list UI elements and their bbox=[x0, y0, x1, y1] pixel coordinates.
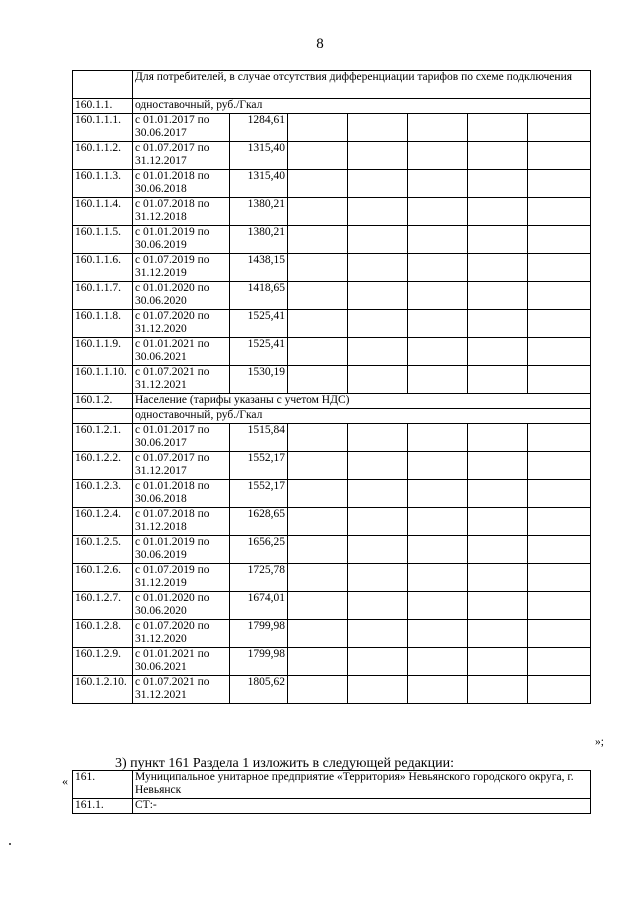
table-row bbox=[73, 424, 591, 452]
empty-cell bbox=[348, 620, 408, 648]
empty-cell bbox=[408, 366, 468, 394]
empty-cell bbox=[528, 142, 591, 170]
header-text: Для потребителей, в случае отсутствия дифференциации тарифов по схеме подключения bbox=[133, 71, 591, 99]
table-row bbox=[73, 170, 591, 198]
empty-cell bbox=[528, 114, 591, 142]
empty-cell bbox=[348, 198, 408, 226]
table-row bbox=[73, 620, 591, 648]
empty-cell bbox=[408, 452, 468, 480]
empty-cell bbox=[468, 198, 528, 226]
subgroup-row bbox=[73, 409, 591, 424]
empty-cell bbox=[468, 282, 528, 310]
empty-cell bbox=[528, 254, 591, 282]
empty-cell bbox=[528, 424, 591, 452]
empty-cell bbox=[528, 310, 591, 338]
empty-cell bbox=[348, 226, 408, 254]
empty-cell bbox=[288, 170, 348, 198]
row-number: 160.1.2.6. bbox=[73, 564, 133, 592]
empty-cell bbox=[288, 676, 348, 704]
empty-cell bbox=[288, 648, 348, 676]
row-value: 1525,41 bbox=[230, 310, 288, 338]
empty-cell bbox=[468, 338, 528, 366]
empty-cell bbox=[528, 170, 591, 198]
row-period: с 01.07.2020 по 31.12.2020 bbox=[133, 620, 230, 648]
opening-quote-mark: « bbox=[62, 774, 68, 788]
row-period: с 01.07.2021 по 31.12.2021 bbox=[133, 366, 230, 394]
empty-cell bbox=[408, 480, 468, 508]
empty-cell bbox=[468, 676, 528, 704]
empty-cell bbox=[348, 564, 408, 592]
empty-cell bbox=[468, 366, 528, 394]
row-number: 160.1.1.10. bbox=[73, 366, 133, 394]
empty-cell bbox=[528, 198, 591, 226]
row-number: 160.1.1.2. bbox=[73, 142, 133, 170]
row-value: 1552,17 bbox=[230, 452, 288, 480]
empty-cell bbox=[288, 452, 348, 480]
empty-cell bbox=[528, 592, 591, 620]
empty-cell bbox=[288, 114, 348, 142]
empty-cell bbox=[528, 508, 591, 536]
empty-cell bbox=[408, 254, 468, 282]
row-number: 160.1.1.8. bbox=[73, 310, 133, 338]
empty-cell bbox=[468, 170, 528, 198]
empty-cell bbox=[408, 676, 468, 704]
row-value: 1530,19 bbox=[230, 366, 288, 394]
row-value: 1284,61 bbox=[230, 114, 288, 142]
row-period: с 01.07.2017 по 31.12.2017 bbox=[133, 452, 230, 480]
table-row bbox=[73, 592, 591, 620]
row-value: 1418,65 bbox=[230, 282, 288, 310]
empty-cell bbox=[288, 592, 348, 620]
row-number: 160.1.2.7. bbox=[73, 592, 133, 620]
row-number: 160.1.2.2. bbox=[73, 452, 133, 480]
row-number bbox=[73, 409, 133, 424]
empty-cell bbox=[348, 452, 408, 480]
row-period: с 01.01.2018 по 30.06.2018 bbox=[133, 480, 230, 508]
paragraph-3: 3) пункт 161 Раздела 1 изложить в следующей редакции: bbox=[115, 756, 454, 771]
empty-cell bbox=[528, 282, 591, 310]
table-row bbox=[73, 226, 591, 254]
row-number: 160.1.1.5. bbox=[73, 226, 133, 254]
empty-cell bbox=[408, 198, 468, 226]
empty-cell bbox=[348, 536, 408, 564]
empty-cell bbox=[528, 648, 591, 676]
row-label: одноставочный, руб./Гкал bbox=[133, 99, 591, 114]
row-number: 160.1.2.1. bbox=[73, 424, 133, 452]
empty-cell bbox=[408, 508, 468, 536]
empty-cell bbox=[348, 338, 408, 366]
empty-cell bbox=[348, 282, 408, 310]
empty-cell bbox=[288, 310, 348, 338]
table-row bbox=[73, 536, 591, 564]
row-label: Население (тарифы указаны с учетом НДС) bbox=[133, 394, 591, 409]
table-row bbox=[73, 282, 591, 310]
table-row bbox=[73, 310, 591, 338]
row-value: 1805,62 bbox=[230, 676, 288, 704]
item-161-table bbox=[72, 770, 591, 814]
empty-cell bbox=[288, 480, 348, 508]
table-row bbox=[73, 142, 591, 170]
row-value: 1315,40 bbox=[230, 170, 288, 198]
row-value: 1674,01 bbox=[230, 592, 288, 620]
row-number: 160.1.1.6. bbox=[73, 254, 133, 282]
table-row bbox=[73, 508, 591, 536]
empty-cell bbox=[408, 648, 468, 676]
row-value: 1725,78 bbox=[230, 564, 288, 592]
empty-cell bbox=[348, 170, 408, 198]
empty-cell bbox=[408, 592, 468, 620]
empty-cell bbox=[348, 424, 408, 452]
empty-cell bbox=[528, 564, 591, 592]
row-value: 1525,41 bbox=[230, 338, 288, 366]
row-value: 1628,65 bbox=[230, 508, 288, 536]
empty-cell bbox=[348, 480, 408, 508]
empty-cell bbox=[408, 536, 468, 564]
row-number: 161.1. bbox=[73, 799, 133, 814]
row-number: 160.1.1. bbox=[73, 99, 133, 114]
row-number: 160.1.2.10. bbox=[73, 676, 133, 704]
empty-cell bbox=[288, 282, 348, 310]
row-value: 1552,17 bbox=[230, 480, 288, 508]
empty-cell bbox=[468, 620, 528, 648]
row-period: с 01.07.2019 по 31.12.2019 bbox=[133, 254, 230, 282]
row-number bbox=[73, 71, 133, 99]
empty-cell bbox=[288, 620, 348, 648]
row-number: 161. bbox=[73, 771, 133, 799]
row-value: 1799,98 bbox=[230, 648, 288, 676]
empty-cell bbox=[408, 114, 468, 142]
empty-cell bbox=[468, 480, 528, 508]
empty-cell bbox=[408, 142, 468, 170]
row-period: с 01.01.2020 по 30.06.2020 bbox=[133, 282, 230, 310]
empty-cell bbox=[468, 310, 528, 338]
row-period: с 01.07.2020 по 31.12.2020 bbox=[133, 310, 230, 338]
empty-cell bbox=[408, 170, 468, 198]
row-number: 160.1.2.9. bbox=[73, 648, 133, 676]
empty-cell bbox=[468, 142, 528, 170]
row-value: 1799,98 bbox=[230, 620, 288, 648]
row-period: с 01.01.2017 по 30.06.2017 bbox=[133, 114, 230, 142]
row-number: 160.1.1.3. bbox=[73, 170, 133, 198]
empty-cell bbox=[408, 310, 468, 338]
table-row bbox=[73, 452, 591, 480]
empty-cell bbox=[348, 648, 408, 676]
empty-cell bbox=[528, 620, 591, 648]
group-row bbox=[73, 99, 591, 114]
row-period: с 01.01.2019 по 30.06.2019 bbox=[133, 536, 230, 564]
empty-cell bbox=[288, 424, 348, 452]
empty-cell bbox=[288, 338, 348, 366]
empty-cell bbox=[468, 592, 528, 620]
row-number: 160.1.1.1. bbox=[73, 114, 133, 142]
empty-cell bbox=[288, 508, 348, 536]
row-period: с 01.07.2021 по 31.12.2021 bbox=[133, 676, 230, 704]
empty-cell bbox=[528, 338, 591, 366]
empty-cell bbox=[468, 254, 528, 282]
empty-cell bbox=[288, 366, 348, 394]
empty-cell bbox=[348, 508, 408, 536]
empty-cell bbox=[348, 592, 408, 620]
empty-cell bbox=[468, 564, 528, 592]
empty-cell bbox=[348, 142, 408, 170]
empty-cell bbox=[468, 424, 528, 452]
row-period: с 01.07.2018 по 31.12.2018 bbox=[133, 198, 230, 226]
empty-cell bbox=[288, 536, 348, 564]
row-value: 1380,21 bbox=[230, 226, 288, 254]
scan-dot bbox=[9, 843, 11, 845]
table-row bbox=[73, 114, 591, 142]
empty-cell bbox=[408, 226, 468, 254]
row-period: с 01.01.2018 по 30.06.2018 bbox=[133, 170, 230, 198]
empty-cell bbox=[528, 676, 591, 704]
row-number: 160.1.1.7. bbox=[73, 282, 133, 310]
empty-cell bbox=[288, 564, 348, 592]
table-row bbox=[73, 480, 591, 508]
row-number: 160.1.2.5. bbox=[73, 536, 133, 564]
empty-cell bbox=[288, 226, 348, 254]
table-row bbox=[73, 676, 591, 704]
row-number: 160.1.1.9. bbox=[73, 338, 133, 366]
row-period: с 01.07.2019 по 31.12.2019 bbox=[133, 564, 230, 592]
group-row bbox=[73, 394, 591, 409]
empty-cell bbox=[288, 198, 348, 226]
closing-quote-mark: »; bbox=[595, 736, 604, 748]
row-period: с 01.01.2019 по 30.06.2019 bbox=[133, 226, 230, 254]
empty-cell bbox=[468, 114, 528, 142]
empty-cell bbox=[468, 452, 528, 480]
row-period: с 01.07.2018 по 31.12.2018 bbox=[133, 508, 230, 536]
empty-cell bbox=[288, 142, 348, 170]
row-text: СТ:- bbox=[133, 799, 591, 814]
empty-cell bbox=[528, 452, 591, 480]
row-value: 1438,15 bbox=[230, 254, 288, 282]
empty-cell bbox=[468, 508, 528, 536]
empty-cell bbox=[408, 338, 468, 366]
empty-cell bbox=[528, 226, 591, 254]
table-row bbox=[73, 198, 591, 226]
table-row bbox=[73, 254, 591, 282]
empty-cell bbox=[468, 536, 528, 564]
empty-cell bbox=[348, 310, 408, 338]
page-number: 8 bbox=[316, 36, 324, 52]
row-number: 160.1.2. bbox=[73, 394, 133, 409]
table-row bbox=[73, 366, 591, 394]
row-value: 1380,21 bbox=[230, 198, 288, 226]
row-number: 160.1.2.4. bbox=[73, 508, 133, 536]
row-period: с 01.01.2020 по 30.06.2020 bbox=[133, 592, 230, 620]
empty-cell bbox=[348, 114, 408, 142]
empty-cell bbox=[528, 480, 591, 508]
empty-cell bbox=[348, 254, 408, 282]
row-value: 1515,84 bbox=[230, 424, 288, 452]
row-value: 1315,40 bbox=[230, 142, 288, 170]
row-number: 160.1.2.8. bbox=[73, 620, 133, 648]
empty-cell bbox=[408, 282, 468, 310]
header-row bbox=[73, 71, 591, 99]
table-row bbox=[73, 771, 591, 799]
empty-cell bbox=[528, 366, 591, 394]
empty-cell bbox=[408, 564, 468, 592]
row-text: Муниципальное унитарное предприятие «Территория» Невьянского городского округа, г. Невьянск bbox=[133, 771, 591, 799]
table-row bbox=[73, 564, 591, 592]
empty-cell bbox=[348, 676, 408, 704]
row-value: 1656,25 bbox=[230, 536, 288, 564]
empty-cell bbox=[288, 254, 348, 282]
row-label: одноставочный, руб./Гкал bbox=[133, 409, 591, 424]
table-row bbox=[73, 648, 591, 676]
empty-cell bbox=[408, 620, 468, 648]
tariff-table bbox=[72, 70, 591, 704]
empty-cell bbox=[468, 226, 528, 254]
empty-cell bbox=[408, 424, 468, 452]
row-period: с 01.01.2021 по 30.06.2021 bbox=[133, 338, 230, 366]
empty-cell bbox=[348, 366, 408, 394]
row-period: с 01.01.2017 по 30.06.2017 bbox=[133, 424, 230, 452]
row-period: с 01.01.2021 по 30.06.2021 bbox=[133, 648, 230, 676]
row-number: 160.1.1.4. bbox=[73, 198, 133, 226]
table-row bbox=[73, 338, 591, 366]
row-number: 160.1.2.3. bbox=[73, 480, 133, 508]
row-period: с 01.07.2017 по 31.12.2017 bbox=[133, 142, 230, 170]
empty-cell bbox=[528, 536, 591, 564]
table-row bbox=[73, 799, 591, 814]
empty-cell bbox=[468, 648, 528, 676]
